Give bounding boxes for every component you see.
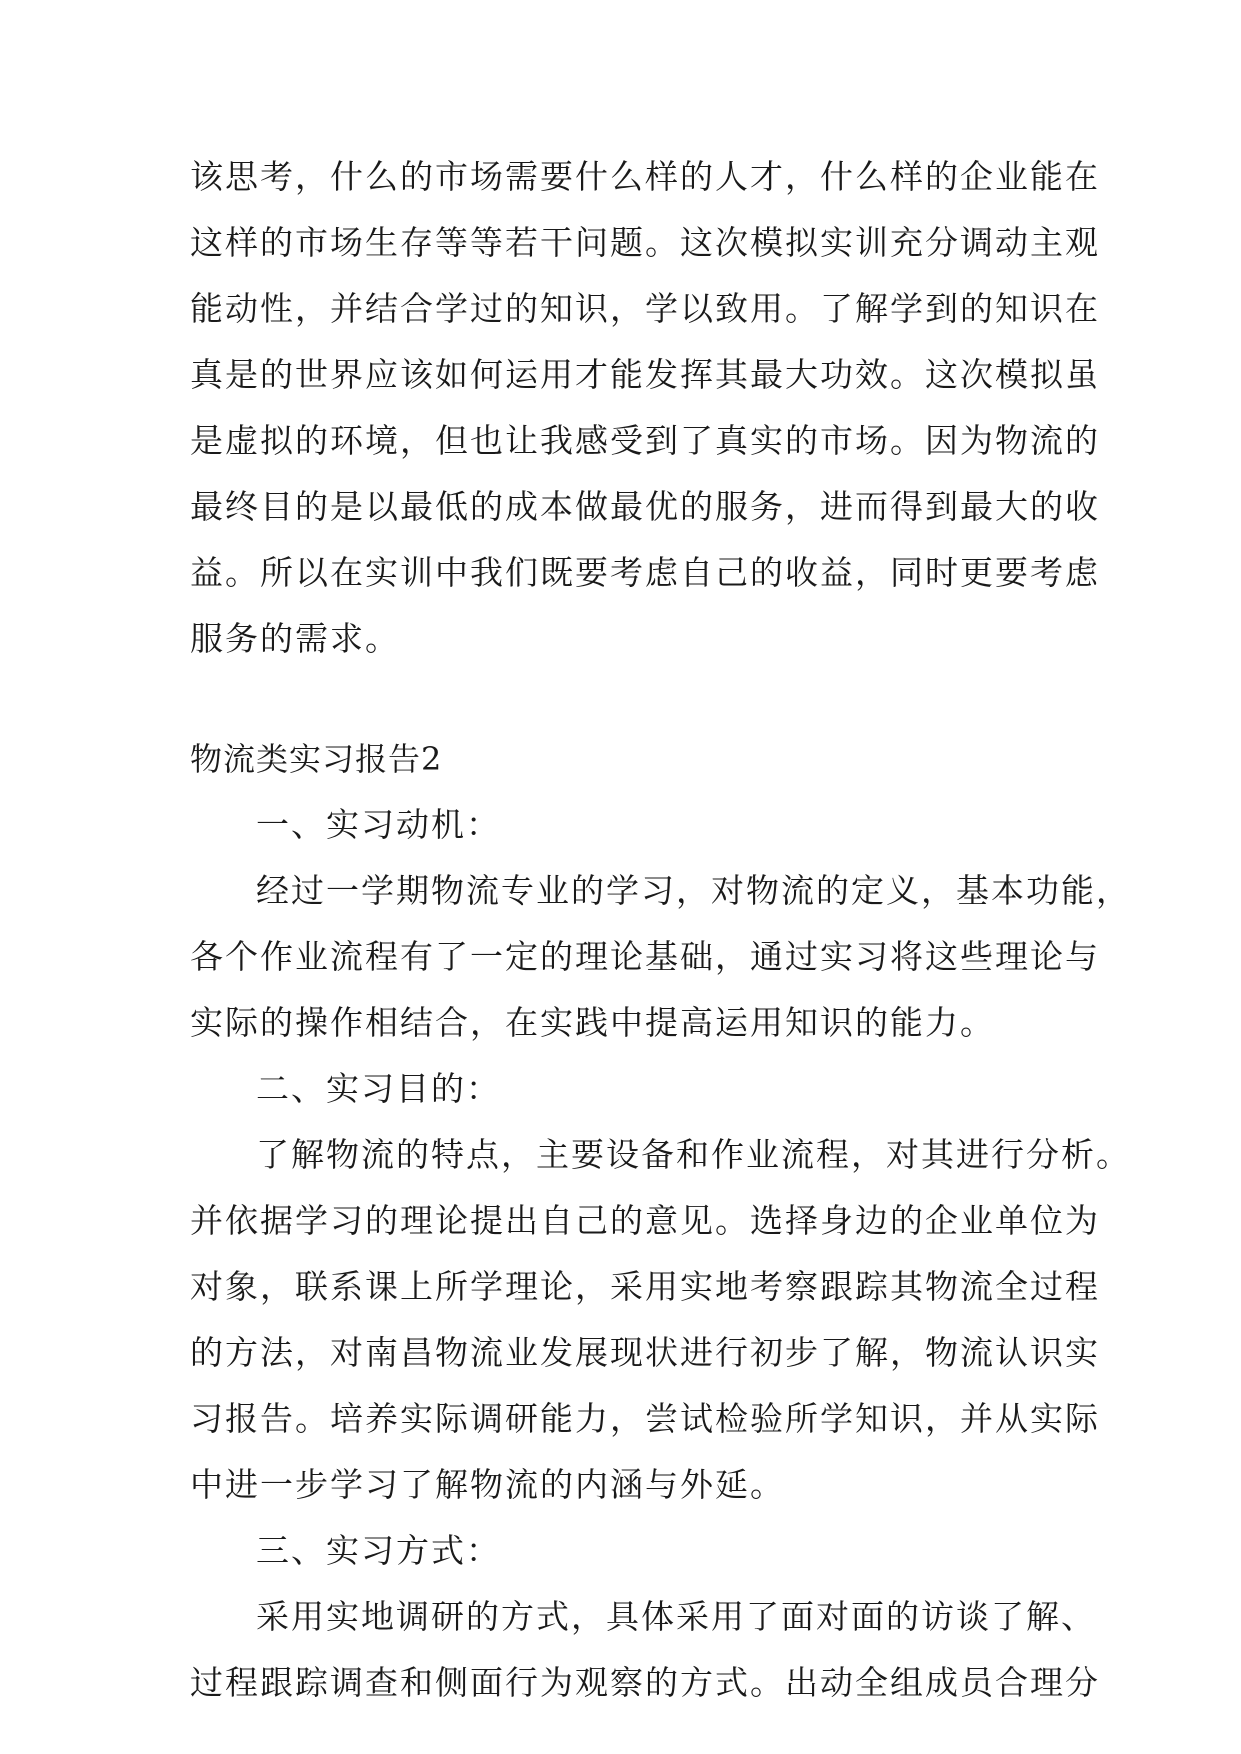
paragraph-line: 益。所以在实训中我们既要考虑自己的收益，同时更要考虑 <box>190 553 1100 592</box>
paragraph-line: 了解物流的特点，主要设备和作业流程，对其进行分析。 <box>256 1135 1131 1174</box>
paragraph-line: 的方法，对南昌物流业发展现状进行初步了解，物流认识实 <box>190 1333 1100 1372</box>
paragraph-line: 对象，联系课上所学理论，采用实地考察跟踪其物流全过程 <box>190 1267 1100 1306</box>
paragraph-line: 服务的需求。 <box>190 619 400 658</box>
paragraph-line: 实际的操作相结合，在实践中提高运用知识的能力。 <box>190 1003 995 1042</box>
section-heading: 三、实习方式： <box>256 1531 501 1570</box>
report-title: 物流类实习报告2 <box>190 740 443 778</box>
paragraph-line: 过程跟踪调查和侧面行为观察的方式。出动全组成员合理分 <box>190 1663 1100 1702</box>
paragraph-line: 能动性，并结合学过的知识，学以致用。了解学到的知识在 <box>190 289 1100 328</box>
paragraph-line: 是虚拟的环境，但也让我感受到了真实的市场。因为物流的 <box>190 421 1100 460</box>
paragraph-line: 经过一学期物流专业的学习，对物流的定义，基本功能， <box>256 871 1131 910</box>
paragraph-line: 采用实地调研的方式，具体采用了面对面的访谈了解、 <box>256 1597 1096 1636</box>
paragraph-line: 真是的世界应该如何运用才能发挥其最大功效。这次模拟虽 <box>190 355 1100 394</box>
paragraph-line: 这样的市场生存等等若干问题。这次模拟实训充分调动主观 <box>190 223 1100 262</box>
section-heading: 一、实习动机： <box>256 805 501 844</box>
paragraph-line: 中进一步学习了解物流的内涵与外延。 <box>190 1465 785 1504</box>
paragraph-line: 该思考，什么的市场需要什么样的人才，什么样的企业能在 <box>190 157 1100 196</box>
paragraph-line: 各个作业流程有了一定的理论基础，通过实习将这些理论与 <box>190 937 1100 976</box>
paragraph-line: 并依据学习的理论提出自己的意见。选择身边的企业单位为 <box>190 1201 1100 1240</box>
section-heading: 二、实习目的： <box>256 1069 501 1108</box>
paragraph-line: 习报告。培养实际调研能力，尝试检验所学知识，并从实际 <box>190 1399 1100 1438</box>
paragraph-line: 最终目的是以最低的成本做最优的服务，进而得到最大的收 <box>190 487 1100 526</box>
